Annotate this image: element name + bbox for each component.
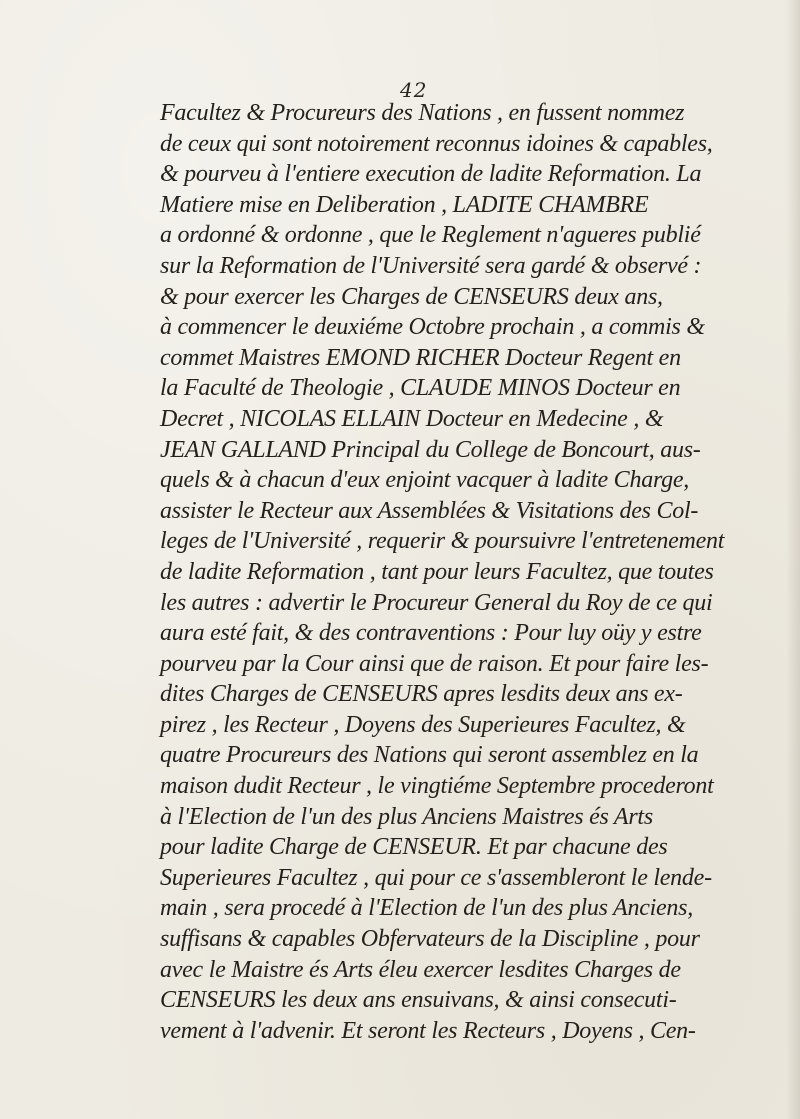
text-line: Matiere mise en Deliberation , LADITE CHAMBRE: [160, 191, 649, 218]
text-line: quatre Procureurs des Nations qui seront assemblez en la: [160, 742, 699, 769]
text-line: de ladite Reformation , tant pour leurs Facultez, que toutes: [160, 558, 714, 585]
text-line: pourveu par la Cour ainsi que de raison. Et pour faire les-: [160, 650, 709, 677]
text-line: de ceux qui sont notoirement reconnus idoines & capables,: [160, 130, 713, 157]
text-line: les autres : advertir le Procureur General du Roy de ce qui: [160, 589, 713, 616]
text-line: aura esté fait, & des contraventions : Pour luy oüy y estre: [160, 620, 702, 647]
text-line: Superieures Facultez , qui pour ce s'assembleront le lende-: [160, 864, 712, 891]
text-line: quels & à chacun d'eux enjoint vacquer à ladite Charge,: [160, 467, 690, 494]
text-line: leges de l'Université , requerir & poursuivre l'entretenement: [160, 528, 725, 555]
text-line: sur la Reformation de l'Université sera gardé & observé :: [160, 252, 702, 279]
text-line: CENSEURS les deux ans ensuivans, & ainsi consecuti-: [160, 987, 677, 1014]
text-line: la Faculté de Theologie , CLAUDE MINOS Docteur en: [160, 375, 681, 402]
text-line: suffisans & capables Obfervateurs de la Discipline , pour: [160, 926, 700, 953]
text-line: dites Charges de CENSEURS apres lesdits deux ans ex-: [160, 681, 683, 708]
text-line: pirez , les Recteur , Doyens des Superieures Facultez, &: [160, 711, 686, 738]
text-line: commet Maistres EMOND RICHER Docteur Regent en: [160, 344, 681, 371]
text-line: main , sera procedé à l'Election de l'un des plus Anciens,: [160, 895, 693, 922]
text-line: & pour exercer les Charges de CENSEURS deux ans,: [160, 283, 663, 310]
text-line: à l'Election de l'un des plus Anciens Maistres és Arts: [160, 803, 653, 830]
text-line: pour ladite Charge de CENSEUR. Et par chacune des: [160, 834, 668, 861]
text-line: vement à l'advenir. Et seront les Recteurs , Doyens , Cen-: [160, 1017, 696, 1044]
text-line: JEAN GALLAND Principal du College de Boncourt, aus-: [160, 436, 701, 463]
page-number: 42: [400, 78, 428, 102]
text-line: a ordonné & ordonne , que le Reglement n'agueres publié: [160, 222, 701, 249]
body-text: [160, 98, 780, 1046]
text-line: assister le Recteur aux Assemblées & Visitations des Col-: [160, 497, 699, 524]
text-line: avec le Maistre és Arts éleu exercer lesdites Charges de: [160, 956, 681, 983]
text-line: & pourveu à l'entiere execution de ladite Reformation. La: [160, 161, 702, 188]
text-line: maison dudit Recteur , le vingtiéme Septembre procederont: [160, 773, 714, 800]
page-edge-shadow: [786, 0, 800, 1119]
text-line: Facultez & Procureurs des Nations , en fussent nommez: [160, 100, 685, 126]
text-line: à commencer le deuxiéme Octobre prochain , a commis &: [160, 314, 705, 341]
text-line: Decret , NICOLAS ELLAIN Docteur en Medecine , &: [160, 405, 664, 432]
